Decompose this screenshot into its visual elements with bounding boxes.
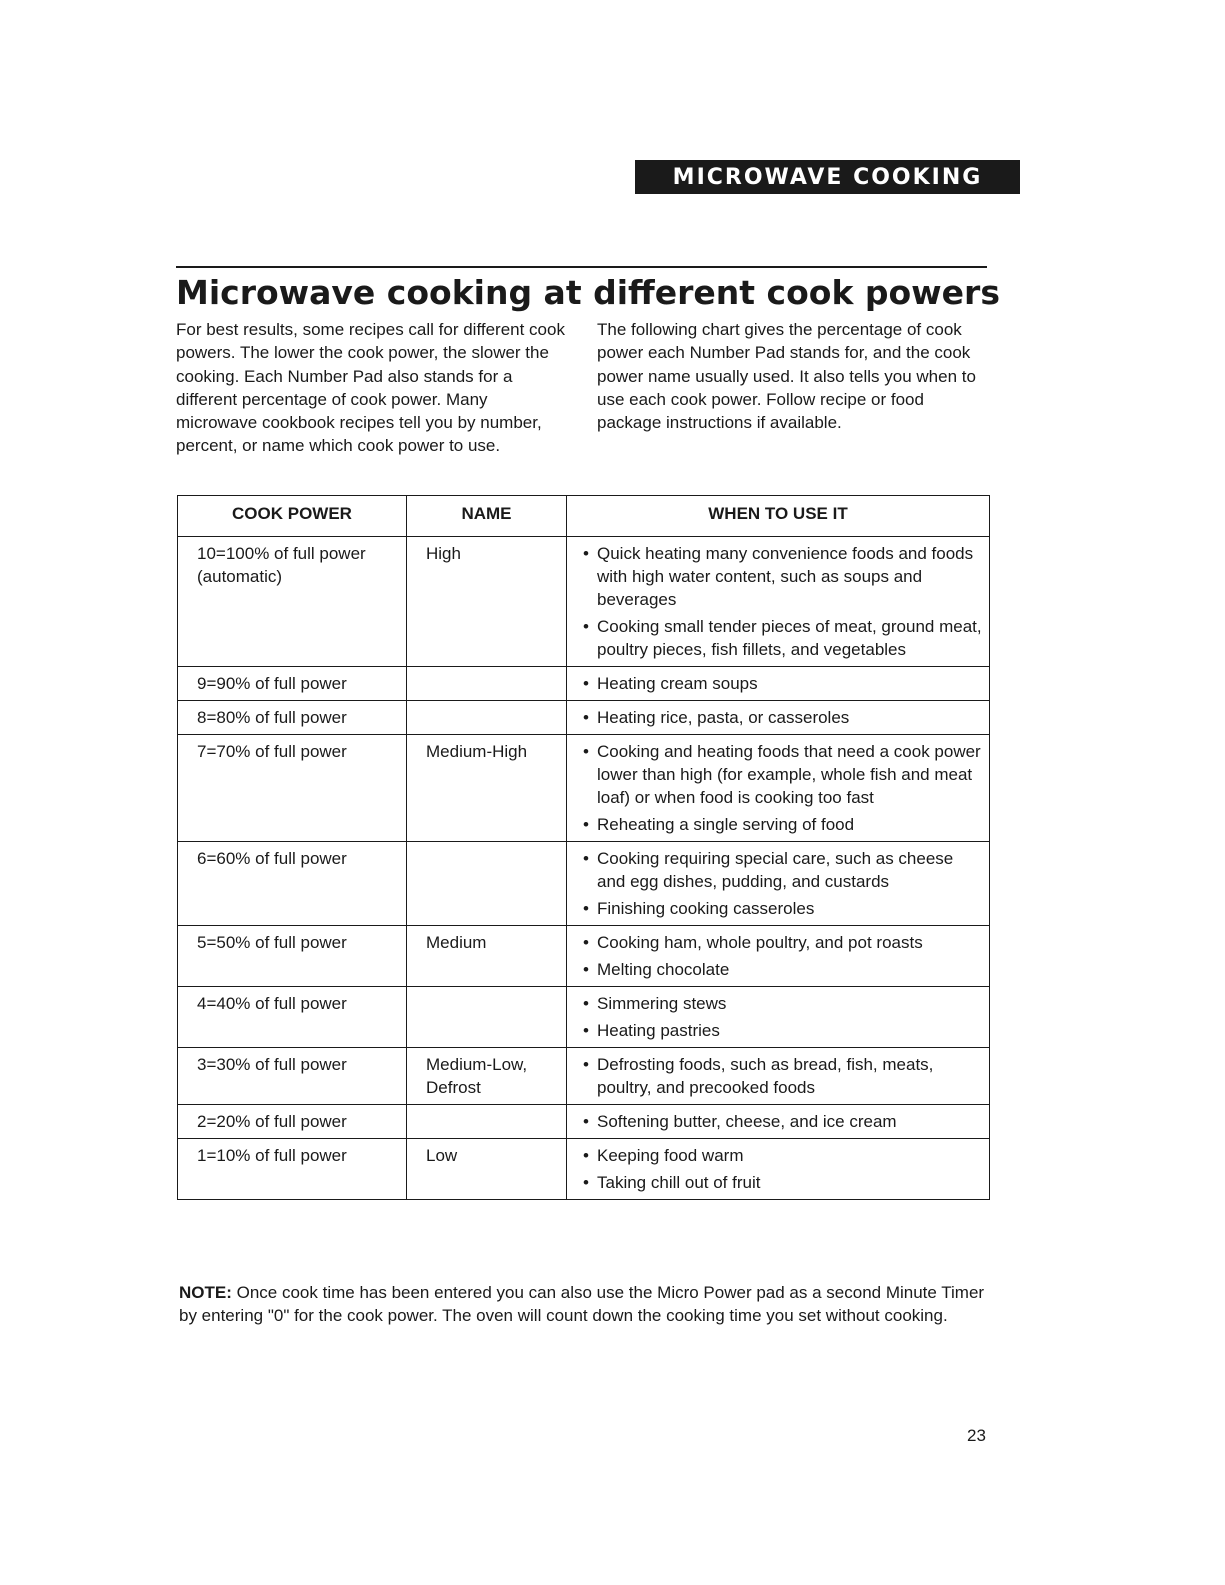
when-to-use-cell bbox=[567, 1139, 990, 1200]
table-row bbox=[178, 701, 990, 735]
power-name-text: Medium-Low, bbox=[426, 1055, 528, 1074]
when-to-use-cell bbox=[567, 1105, 990, 1139]
power-name-text: High bbox=[426, 544, 461, 563]
table-body bbox=[178, 537, 990, 1200]
cook-power-text: 4=40% of full power bbox=[197, 994, 347, 1013]
intro-left-paragraph: For best results, some recipes call for different cook powers. The lower the cook power, the slower the cooking. Each Number Pad also stands for a different percentage of cook power. Many microwave cookbook recipes tell you by number, percent, or name which cook power to use. bbox=[176, 320, 565, 456]
use-bullet-item: • Melting chocolate bbox=[583, 958, 985, 981]
cook-power-cell bbox=[178, 1105, 407, 1139]
table-row bbox=[178, 667, 990, 701]
note-text: Once cook time has been entered you can also use the Micro Power pad as a second Minute Timer by entering "0" for the cook power. The oven will count down the cooking time you set without cooking. bbox=[179, 1283, 985, 1326]
cook-power-text: 5=50% of full power bbox=[197, 933, 347, 952]
use-bullet-item: • Cooking small tender pieces of meat, ground meat, poultry pieces, fish fillets, and vegetables bbox=[583, 615, 985, 661]
use-bullet-item: • Heating cream soups bbox=[583, 672, 985, 695]
when-to-use-cell bbox=[567, 735, 990, 842]
cook-power-cell bbox=[178, 735, 407, 842]
use-bullet-item: • Finishing cooking casseroles bbox=[583, 897, 985, 920]
use-bullet-item: • Cooking ham, whole poultry, and pot roasts bbox=[583, 931, 985, 954]
cook-power-text: 2=20% of full power bbox=[197, 1112, 347, 1131]
power-name-cell bbox=[407, 987, 567, 1048]
when-to-use-cell bbox=[567, 1048, 990, 1105]
cook-power-text: (automatic) bbox=[197, 567, 283, 586]
power-name-text: Medium bbox=[426, 933, 487, 952]
power-name-cell bbox=[407, 1105, 567, 1139]
cook-power-cell bbox=[178, 701, 407, 735]
table-row bbox=[178, 842, 990, 926]
table-row bbox=[178, 537, 990, 667]
cook-power-cell bbox=[178, 537, 407, 667]
title-rule bbox=[176, 266, 987, 268]
power-name-text: Defrost bbox=[426, 1078, 481, 1097]
power-name-text: Low bbox=[426, 1146, 458, 1165]
cook-power-cell bbox=[178, 926, 407, 987]
use-bullet-item: • Quick heating many convenience foods and foods with high water content, such as soups and beverages bbox=[583, 542, 985, 611]
table-header-row bbox=[178, 496, 990, 537]
power-name-cell bbox=[407, 842, 567, 926]
cook-power-cell bbox=[178, 1139, 407, 1200]
use-bullet-item: • Heating rice, pasta, or casseroles bbox=[583, 706, 985, 729]
power-name-cell bbox=[407, 1139, 567, 1200]
power-name-text: Medium-High bbox=[426, 742, 528, 761]
cook-power-text: 9=90% of full power bbox=[197, 674, 347, 693]
use-bullet-item: • Softening butter, cheese, and ice cream bbox=[583, 1110, 985, 1133]
use-bullet-item: • Reheating a single serving of food bbox=[583, 813, 985, 836]
table-row bbox=[178, 926, 990, 987]
table-row bbox=[178, 987, 990, 1048]
cook-power-table bbox=[177, 495, 990, 1200]
when-to-use-cell bbox=[567, 537, 990, 667]
header-when-to-use: WHEN TO USE IT bbox=[567, 496, 990, 537]
when-to-use-cell bbox=[567, 701, 990, 735]
power-name-cell bbox=[407, 1048, 567, 1105]
when-to-use-cell bbox=[567, 842, 990, 926]
intro-right-paragraph: The following chart gives the percentage of cook power each Number Pad stands for, and the cook power name usually used. It also tells you when to use each cook power. Follow recipe or food package instructions if available. bbox=[597, 320, 976, 433]
table-row bbox=[178, 1105, 990, 1139]
power-name-cell bbox=[407, 735, 567, 842]
when-to-use-cell bbox=[567, 926, 990, 987]
use-bullet-item: • Cooking requiring special care, such as cheese and egg dishes, pudding, and custards bbox=[583, 847, 985, 893]
cook-power-text: 6=60% of full power bbox=[197, 849, 347, 868]
cook-power-text: 10=100% of full power bbox=[197, 544, 366, 563]
cook-power-text: 3=30% of full power bbox=[197, 1055, 347, 1074]
use-bullet-item: • Cooking and heating foods that need a cook power lower than high (for example, whole fish and meat loaf) or when food is cooking too fast bbox=[583, 740, 985, 809]
power-name-cell bbox=[407, 926, 567, 987]
use-bullet-item: • Simmering stews bbox=[583, 992, 985, 1015]
power-name-cell bbox=[407, 701, 567, 735]
cook-power-text: 8=80% of full power bbox=[197, 708, 347, 727]
cook-power-cell bbox=[178, 987, 407, 1048]
header-name: NAME bbox=[407, 496, 567, 537]
cook-power-cell bbox=[178, 1048, 407, 1105]
use-bullet-item: • Taking chill out of fruit bbox=[583, 1171, 985, 1194]
power-name-cell bbox=[407, 537, 567, 667]
table-row bbox=[178, 735, 990, 842]
use-bullet-item: • Defrosting foods, such as bread, fish, meats, poultry, and precooked foods bbox=[583, 1053, 985, 1099]
power-name-cell bbox=[407, 667, 567, 701]
page-number: 23 bbox=[967, 1426, 986, 1445]
cook-power-text: 7=70% of full power bbox=[197, 742, 347, 761]
page-title: Microwave cooking at different cook powers bbox=[176, 273, 1000, 312]
when-to-use-cell bbox=[567, 987, 990, 1048]
note-paragraph bbox=[179, 1281, 994, 1328]
cook-power-cell bbox=[178, 842, 407, 926]
note-label: NOTE: bbox=[179, 1283, 232, 1302]
use-bullet-item: • Heating pastries bbox=[583, 1019, 985, 1042]
cook-power-text: 1=10% of full power bbox=[197, 1146, 347, 1165]
header-cook-power: COOK POWER bbox=[178, 496, 407, 537]
table-row bbox=[178, 1048, 990, 1105]
cook-power-cell bbox=[178, 667, 407, 701]
table-row bbox=[178, 1139, 990, 1200]
use-bullet-item: • Keeping food warm bbox=[583, 1144, 985, 1167]
section-banner: MICROWAVE COOKING bbox=[635, 160, 1020, 194]
when-to-use-cell bbox=[567, 667, 990, 701]
